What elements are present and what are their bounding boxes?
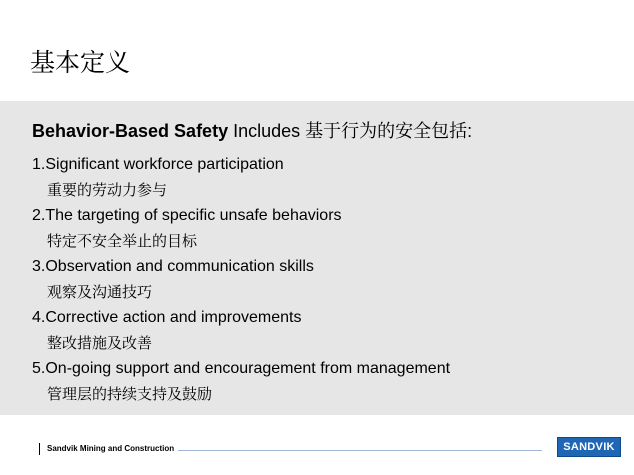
list-item — [32, 356, 450, 407]
list-item-english: 4.Corrective action and improvements — [32, 309, 302, 326]
section-heading — [32, 119, 472, 143]
list-item — [32, 203, 450, 254]
list-item-english: 1.Significant workforce participation — [32, 156, 284, 173]
definition-list — [32, 152, 450, 407]
footer-divider — [39, 443, 40, 455]
list-item-english: 2.The targeting of specific unsafe behaviors — [32, 207, 342, 224]
heading-bold: Behavior-Based Safety — [32, 121, 229, 141]
list-item — [32, 152, 450, 203]
list-item-english: 5.On-going support and encouragement from management — [32, 360, 451, 377]
list-item-chinese: 观察及沟通技巧 — [47, 283, 153, 301]
sandvik-logo: SANDVIK — [557, 437, 621, 457]
list-item — [32, 254, 450, 305]
footer-rule — [178, 450, 542, 451]
list-item — [32, 305, 450, 356]
list-item-chinese: 管理层的持续支持及鼓励 — [47, 385, 213, 403]
list-item-chinese: 整改措施及改善 — [47, 334, 153, 352]
list-item-chinese: 重要的劳动力参与 — [47, 181, 168, 199]
heading-rest: Includes 基于行为的安全包括: — [228, 121, 473, 141]
footer-company: Sandvik Mining and Construction — [47, 444, 175, 453]
list-item-english: 3.Observation and communication skills — [32, 258, 314, 275]
list-item-chinese: 特定不安全举止的目标 — [47, 232, 198, 250]
slide-title: 基本定义 — [30, 48, 131, 77]
